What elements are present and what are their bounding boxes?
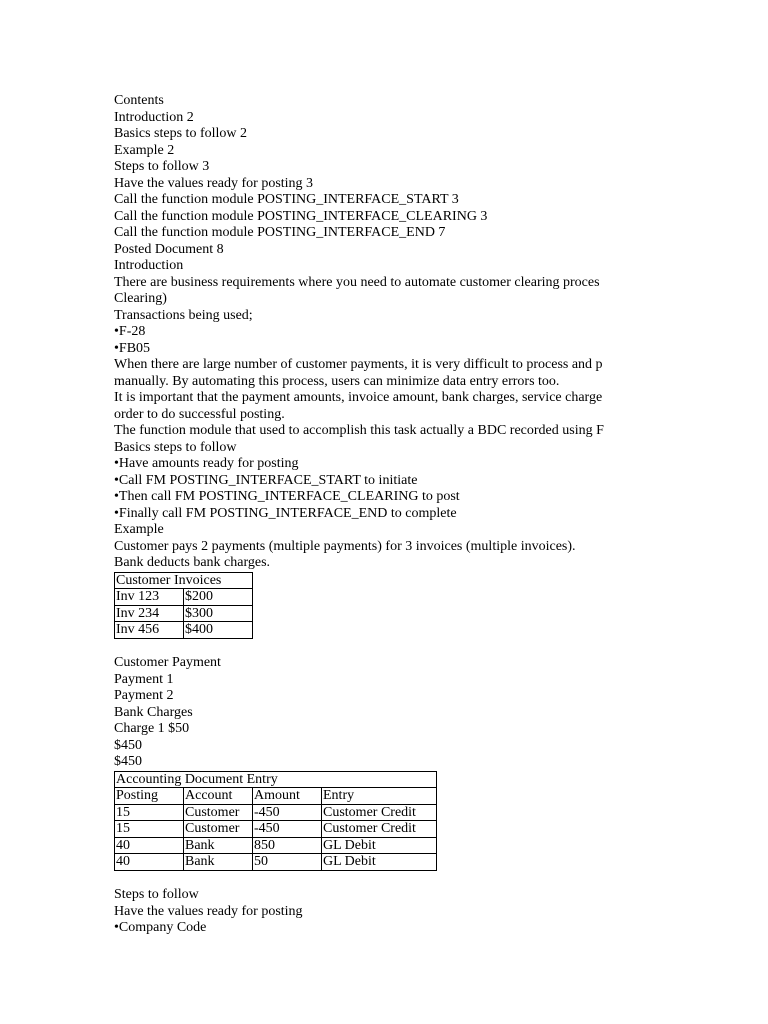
paragraph-line: The function module that used to accomplish this task actually a BDC recorded using F <box>114 423 604 438</box>
document-body <box>114 93 614 937</box>
table-header-row <box>115 788 437 805</box>
toc-entry[interactable]: Call the function module POSTING_INTERFACE_END 7 <box>114 225 446 240</box>
column-header: Entry <box>322 788 437 805</box>
table-cell: Customer Credit <box>322 821 437 838</box>
bullet-item: •Have amounts ready for posting <box>114 456 299 471</box>
bullet-item: •Finally call FM POSTING_INTERFACE_END to complete <box>114 505 457 521</box>
table-cell: Inv 234 <box>115 605 184 622</box>
table-cell: 850 <box>253 837 322 854</box>
table-cell: 50 <box>253 854 322 871</box>
table-row <box>115 854 437 871</box>
paragraph-line: When there are large number of customer payments, it is very difficult to process and p <box>114 357 603 372</box>
toc-entry[interactable]: Steps to follow 3 <box>114 159 210 174</box>
toc-entry[interactable]: Call the function module POSTING_INTERFACE_START 3 <box>114 192 459 207</box>
table-row <box>115 804 437 821</box>
table-row <box>115 821 437 838</box>
toc-entry[interactable]: Example 2 <box>114 142 175 158</box>
toc-entry[interactable]: Introduction 2 <box>114 109 194 125</box>
paragraph-line: Transactions being used; <box>114 307 253 323</box>
paragraph-line: Customer Payment <box>114 655 221 670</box>
table-title-row <box>115 572 253 589</box>
toc-entry[interactable]: Posted Document 8 <box>114 241 224 257</box>
table-cell: Customer Credit <box>322 804 437 821</box>
blank-line <box>114 639 614 656</box>
example-heading: Example <box>114 522 164 537</box>
table-title: Accounting Document Entry <box>115 771 437 788</box>
toc-entry[interactable]: Basics steps to follow 2 <box>114 126 247 141</box>
toc-entry[interactable]: Call the function module POSTING_INTERFACE_CLEARING 3 <box>114 208 488 224</box>
bullet-item: •FB05 <box>114 340 151 356</box>
paragraph-line: It is important that the payment amounts, invoice amount, bank charges, service charge <box>114 390 603 405</box>
table-cell: 15 <box>115 804 184 821</box>
steps-heading: Steps to follow <box>114 887 199 902</box>
table-cell: Customer <box>184 821 253 838</box>
bullet-item: •Then call FM POSTING_INTERFACE_CLEARING to post <box>114 489 460 504</box>
table-cell: Customer <box>184 804 253 821</box>
table-cell: Inv 123 <box>115 589 184 606</box>
customer-invoices-table <box>114 572 253 639</box>
paragraph-line: manually. By automating this process, users can minimize data entry errors too. <box>114 373 560 389</box>
table-title: Customer Invoices <box>115 572 253 589</box>
table-cell: 40 <box>115 837 184 854</box>
table-cell: Bank <box>184 854 253 871</box>
table-cell: 15 <box>115 821 184 838</box>
bullet-item: •Company Code <box>114 920 207 935</box>
table-cell: $400 <box>184 622 253 639</box>
table-cell: Bank <box>184 837 253 854</box>
table-cell: GL Debit <box>322 854 437 871</box>
column-header: Account <box>184 788 253 805</box>
table-cell: 40 <box>115 854 184 871</box>
paragraph-line: There are business requirements where you need to automate customer clearing proces <box>114 274 600 290</box>
paragraph-line: Payment 2 <box>114 688 174 703</box>
paragraph-line: Payment 1 <box>114 671 174 687</box>
paragraph-line: Bank deducts bank charges. <box>114 555 271 570</box>
basics-heading: Basics steps to follow <box>114 439 237 455</box>
accounting-document-table <box>114 771 437 871</box>
table-cell: $300 <box>184 605 253 622</box>
bullet-item: •F-28 <box>114 324 146 339</box>
column-header: Amount <box>253 788 322 805</box>
toc-heading: Contents <box>114 93 164 108</box>
paragraph-line: Customer pays 2 payments (multiple payments) for 3 invoices (multiple invoices). <box>114 538 576 554</box>
paragraph-line: $450 <box>114 737 142 753</box>
steps-subheading: Have the values ready for posting <box>114 903 303 919</box>
paragraph-line: order to do successful posting. <box>114 406 285 422</box>
table-row <box>115 589 253 606</box>
table-row <box>115 837 437 854</box>
table-cell: Inv 456 <box>115 622 184 639</box>
table-cell: -450 <box>253 804 322 821</box>
table-cell: $200 <box>184 589 253 606</box>
table-cell: GL Debit <box>322 837 437 854</box>
toc-entry[interactable]: Have the values ready for posting 3 <box>114 175 314 191</box>
table-title-row <box>115 771 437 788</box>
table-row <box>115 605 253 622</box>
paragraph-line: $450 <box>114 754 142 769</box>
paragraph-line: Bank Charges <box>114 704 193 720</box>
table-row <box>115 622 253 639</box>
paragraph-line: Clearing) <box>114 291 167 306</box>
table-cell: -450 <box>253 821 322 838</box>
paragraph-line: Charge 1 $50 <box>114 721 190 736</box>
introduction-heading: Introduction <box>114 258 184 273</box>
bullet-item: •Call FM POSTING_INTERFACE_START to initiate <box>114 472 418 488</box>
column-header: Posting <box>115 788 184 805</box>
blank-line <box>114 871 614 888</box>
